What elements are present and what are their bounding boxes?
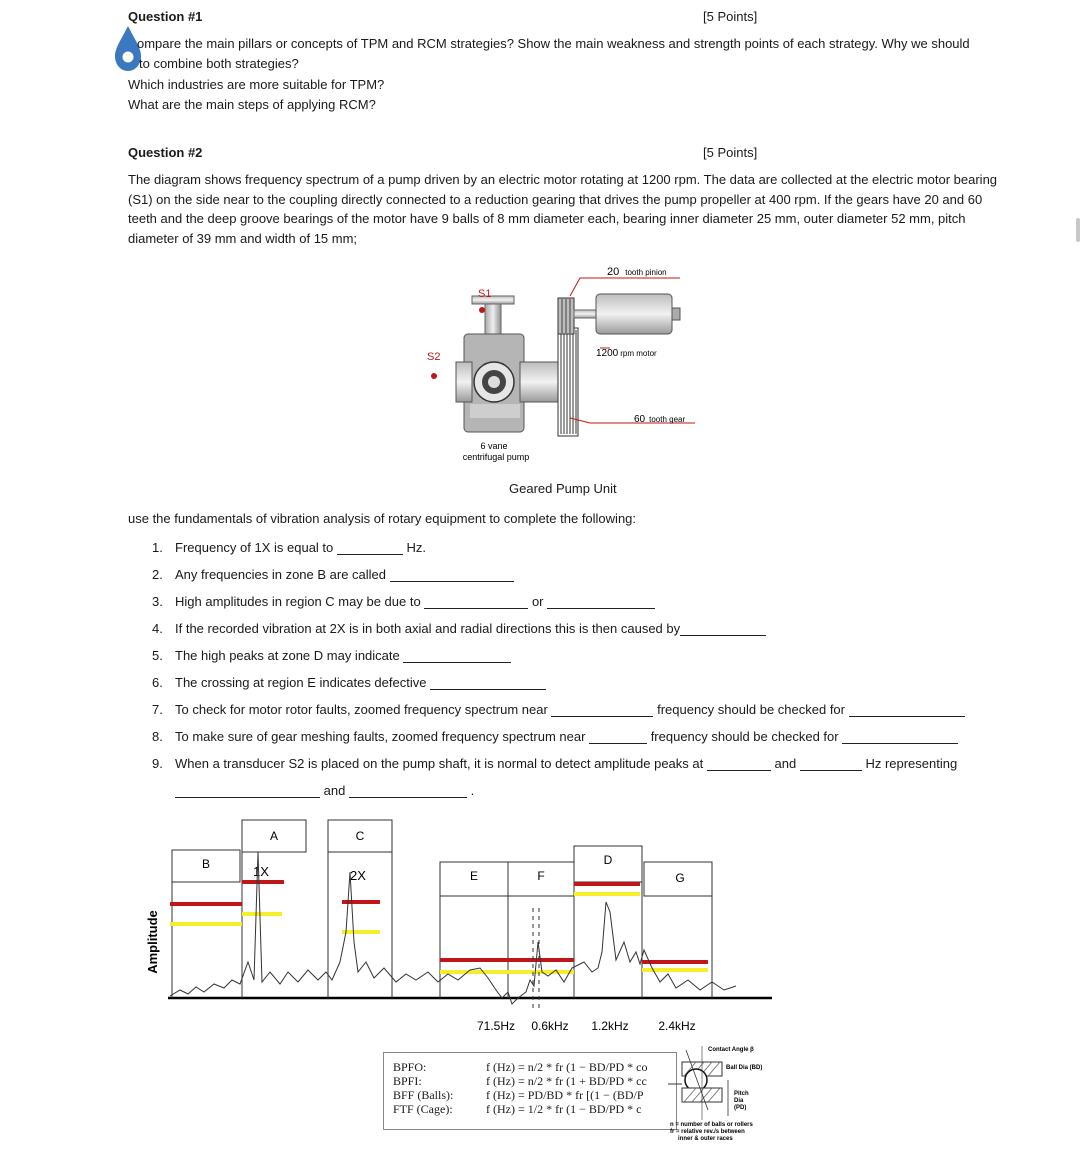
ftf-label: FTF (Cage): — [393, 1102, 453, 1116]
answer-blank-9a[interactable] — [707, 756, 771, 771]
answer-blank-8a[interactable] — [589, 729, 647, 744]
answer-blank-7a[interactable] — [551, 702, 653, 717]
bpfo-formula: f (Hz) = n/2 * fr (1 − BD/PD * co — [486, 1060, 648, 1074]
answer-blank-3b[interactable] — [547, 594, 655, 609]
q2-title: Question #2 — [128, 145, 203, 160]
sensor-s2 — [431, 373, 437, 379]
formula-exprs — [486, 1060, 648, 1116]
q2-points: [5 Points] — [703, 145, 758, 160]
q2-paragraph: The diagram shows frequency spectrum of a pump driven by an electric motor rotating at 1200 rpm. The data are collected at the electric motor bearing (S1) on the side near to the coupling directly connected to a reduction gearing that drives the pump propeller at 400 rpm. If the gears have 20 and 60 teeth and the deep groove bearings of the motor have 9 balls of 8 mm diameter each, bearing inner diameter 25 mm, outer diameter 52 mm, pitch diameter of 39 mm and width of 15 mm; — [128, 172, 998, 246]
item-5: 5. The high peaks at zone D may indicate — [152, 648, 511, 663]
peak-2x-label: 2X — [350, 868, 366, 883]
zone-e-label: E — [469, 869, 479, 883]
electric-motor — [574, 294, 680, 334]
item-4: 4. If the recorded vibration at 2X is in both axial and radial directions this is then caused by — [152, 621, 766, 636]
gear-label: 60 tooth gear — [634, 414, 686, 425]
q1-line3: Which industries are more suitable for TPM? — [128, 77, 385, 92]
answer-blank-2[interactable] — [390, 567, 514, 582]
tick-71-5hz: 71.5Hz — [476, 1019, 516, 1033]
bpfi-formula: f (Hz) = n/2 * fr (1 + BD/PD * cc — [486, 1074, 647, 1088]
item-9-continuation: and . — [175, 783, 474, 798]
bpfo-label: BPFO: — [393, 1060, 427, 1074]
zone-f-label: F — [537, 869, 545, 883]
zone-g-label: G — [675, 871, 685, 885]
q1-line2: to combine both strategies? — [139, 56, 299, 71]
zone-c-label: C — [355, 829, 365, 843]
diagram-caption: Geared Pump Unit — [509, 481, 617, 496]
bpfi-label: BPFI: — [393, 1074, 422, 1088]
answer-blank-9b[interactable] — [800, 756, 862, 771]
frequency-spectrum — [140, 812, 780, 1037]
q1-title: Question #1 — [128, 9, 203, 24]
s1-label: S1 — [478, 288, 492, 300]
item-7: 7. To check for motor rotor faults, zoomed frequency spectrum near frequency should be checked for — [152, 702, 965, 717]
pitch-label-1: Pitch — [734, 1091, 749, 1097]
pitch-label-3: (PD) — [734, 1105, 747, 1111]
pump-label-1: 6 vane — [480, 441, 508, 451]
tick-2-4khz: 2.4kHz — [658, 1019, 696, 1033]
note-3: inner & outer races — [678, 1136, 733, 1142]
item-9: 9. When a transducer S2 is placed on the pump shaft, it is normal to detect amplitude peaks at and Hz representing — [152, 756, 958, 771]
q1-points: [5 Points] — [703, 9, 758, 24]
item-2: 2. Any frequencies in zone B are called — [152, 567, 514, 582]
q1-line1: ompare the main pillars or concepts of TPM and RCM strategies? Show the main weakness and strength points of each strategy. Why we should — [137, 36, 970, 51]
tick-1-2khz: 1.2kHz — [591, 1019, 629, 1033]
y-axis-label: Amplitude — [145, 910, 160, 974]
item-8: 8. To make sure of gear meshing faults, zoomed frequency spectrum near frequency should be checked for — [152, 729, 958, 744]
tick-0-6khz: 0.6kHz — [531, 1019, 569, 1033]
instructions: use the fundamentals of vibration analysis of rotary equipment to complete the following: — [128, 511, 637, 526]
s2-label: S2 — [427, 351, 441, 363]
answer-blank-4[interactable] — [680, 621, 766, 636]
pump-body — [456, 334, 560, 432]
ftf-formula: f (Hz) = 1/2 * fr (1 − BD/PD * c — [486, 1102, 642, 1116]
answer-blank-1[interactable] — [337, 540, 403, 555]
scroll-indicator[interactable] — [1076, 218, 1080, 242]
zone-a-label: A — [269, 829, 279, 843]
item-3: 3. High amplitudes in region C may be due to or — [152, 594, 655, 609]
motor-label: 1200 rpm motor — [596, 348, 657, 359]
gear-60-tooth — [558, 328, 578, 436]
contact-angle-label: Contact Angle β — [708, 1047, 754, 1053]
pinion-label: 20 tooth pinion — [607, 266, 667, 278]
bff-formula: f (Hz) = PD/BD * fr [(1 − (BD/P — [486, 1088, 644, 1102]
zone-d-label: D — [603, 853, 613, 867]
note-1: n = number of balls or rollers — [670, 1122, 753, 1128]
ball-dia-label: Ball Dia (BD) — [726, 1065, 763, 1071]
pump-label-2: centrifugal pump — [462, 452, 530, 462]
gear-20-tooth-pinion — [558, 298, 574, 334]
bearing-cross-section — [668, 1040, 780, 1150]
answer-blank-6[interactable] — [430, 675, 546, 690]
geared-pump-diagram — [420, 258, 710, 498]
pitch-label-2: Dia — [734, 1098, 744, 1104]
answer-blank-7b[interactable] — [849, 702, 965, 717]
peak-1x-label: 1X — [253, 864, 269, 879]
answer-blank-9c[interactable] — [175, 783, 320, 798]
pump-shaft — [472, 296, 514, 336]
zone-b-label: B — [201, 857, 211, 871]
bff-label: BFF (Balls): — [393, 1088, 454, 1102]
formula-labels — [393, 1060, 453, 1116]
answer-blank-5[interactable] — [403, 648, 511, 663]
item-6: 6. The crossing at region E indicates defective — [152, 675, 546, 690]
answer-blank-8b[interactable] — [842, 729, 958, 744]
sensor-s1 — [479, 307, 485, 313]
item-1: 1. Frequency of 1X is equal to Hz. — [152, 540, 427, 555]
answer-blank-3a[interactable] — [424, 594, 528, 609]
answer-blank-9d[interactable] — [349, 783, 467, 798]
q1-line4: What are the main steps of applying RCM? — [128, 97, 376, 112]
note-2: fr = relative rev./s between — [670, 1129, 745, 1135]
